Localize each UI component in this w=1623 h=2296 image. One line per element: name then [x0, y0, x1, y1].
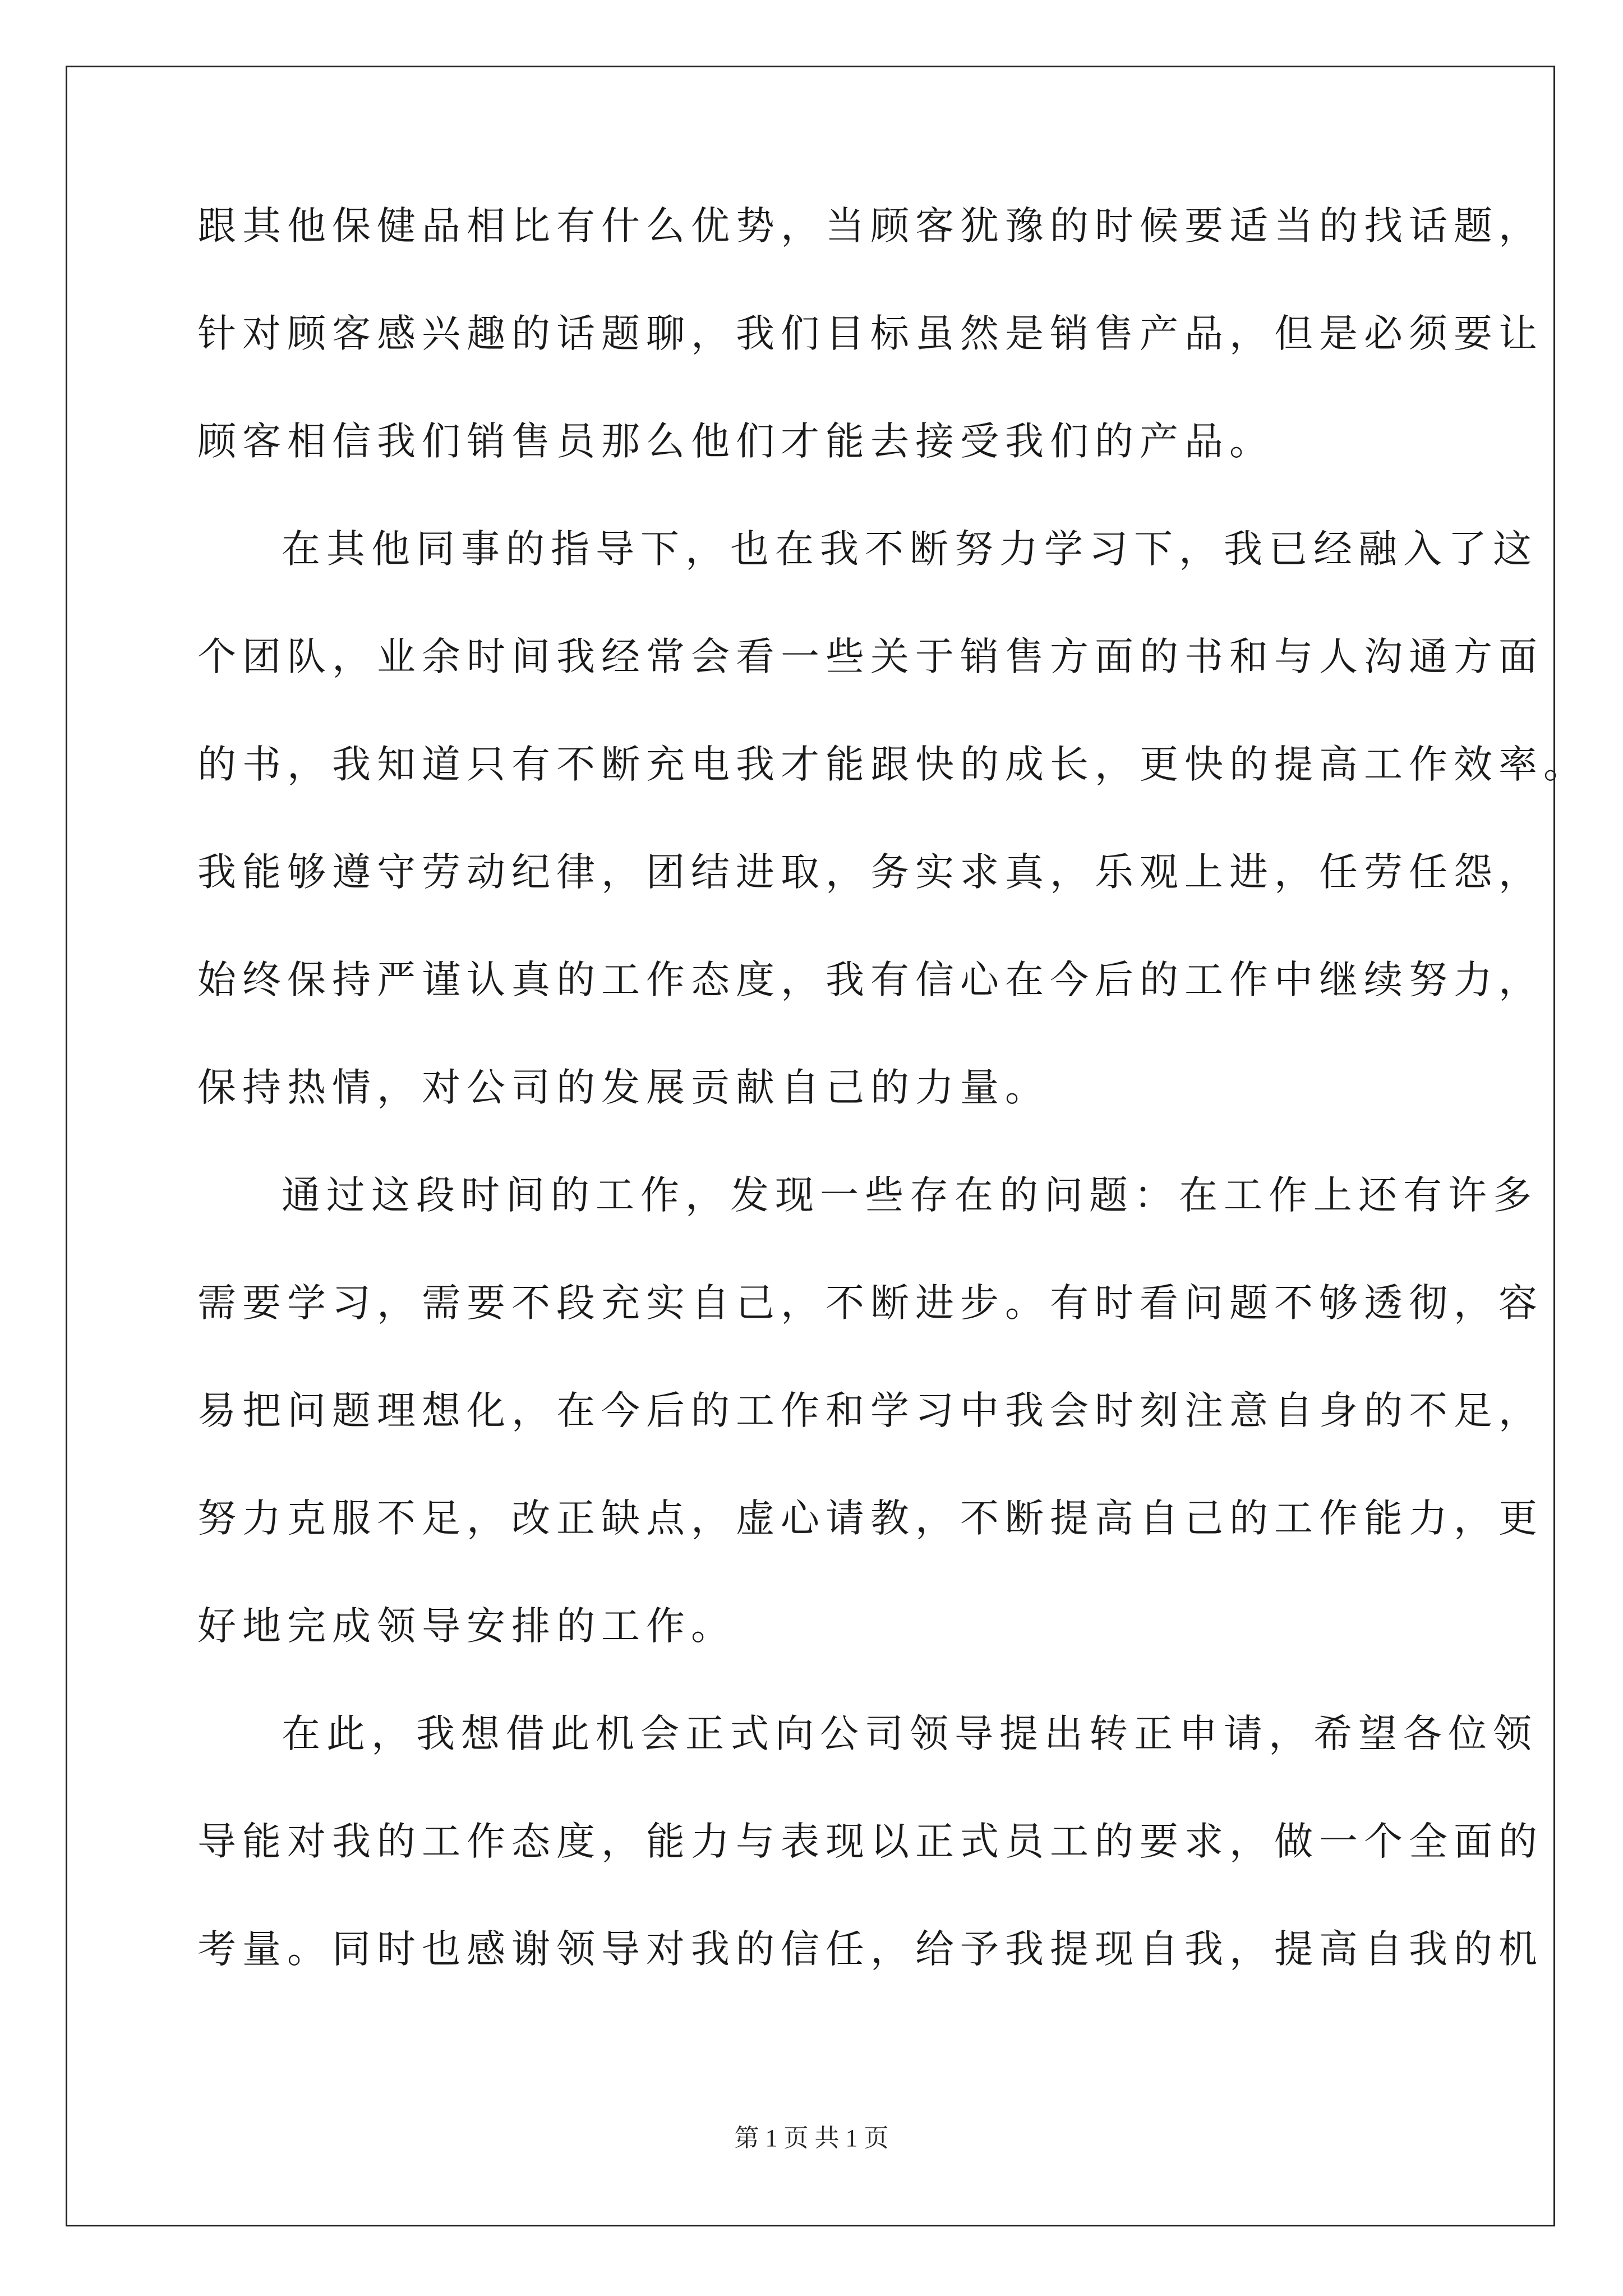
text-line: 需要学习，需要不段充实自己，不断进步。有时看问题不够透彻，容 — [197, 1281, 1543, 1326]
text-line: 好地完成领导安排的工作。 — [197, 1604, 736, 1649]
page-border — [66, 66, 1555, 2226]
text-line: 跟其他保健品相比有什么优势，当顾客犹豫的时候要适当的找话题， — [197, 204, 1543, 249]
text-line: 导能对我的工作态度，能力与表现以正式员工的要求，做一个全面的 — [197, 1819, 1543, 1864]
text-line: 保持热情，对公司的发展贡献自己的力量。 — [197, 1065, 1050, 1110]
paragraph-first-line: 在其他同事的指导下，也在我不断努力学习下，我已经融入了这 — [282, 527, 1538, 572]
text-line: 针对顾客感兴趣的话题聊，我们目标虽然是销售产品，但是必须要让 — [197, 311, 1543, 356]
text-line: 考量。同时也感谢领导对我的信任，给予我提现自我，提高自我的机 — [197, 1927, 1543, 1972]
text-line: 易把问题理想化，在今后的工作和学习中我会时刻注意自身的不足， — [197, 1388, 1543, 1433]
paragraph-first-line: 通过这段时间的工作，发现一些存在的问题：在工作上还有许多 — [282, 1173, 1538, 1218]
text-line: 努力克服不足，改正缺点，虚心请教，不断提高自己的工作能力，更 — [197, 1496, 1543, 1541]
text-line: 个团队，业余时间我经常会看一些关于销售方面的书和与人沟通方面 — [197, 634, 1543, 679]
page-number-footer: 第 1 页 共 1 页 — [734, 2124, 889, 2152]
text-line: 始终保持严谨认真的工作态度，我有信心在今后的工作中继续努力， — [197, 958, 1543, 1002]
text-line: 的书，我知道只有不断充电我才能跟快的成长，更快的提高工作效率。 — [197, 742, 1588, 787]
text-line: 顾客相信我们销售员那么他们才能去接受我们的产品。 — [197, 419, 1274, 464]
text-line: 我能够遵守劳动纪律，团结进取，务实求真，乐观上进，任劳任怨， — [197, 850, 1543, 895]
paragraph-first-line: 在此，我想借此机会正式向公司领导提出转正申请，希望各位领 — [282, 1711, 1538, 1756]
